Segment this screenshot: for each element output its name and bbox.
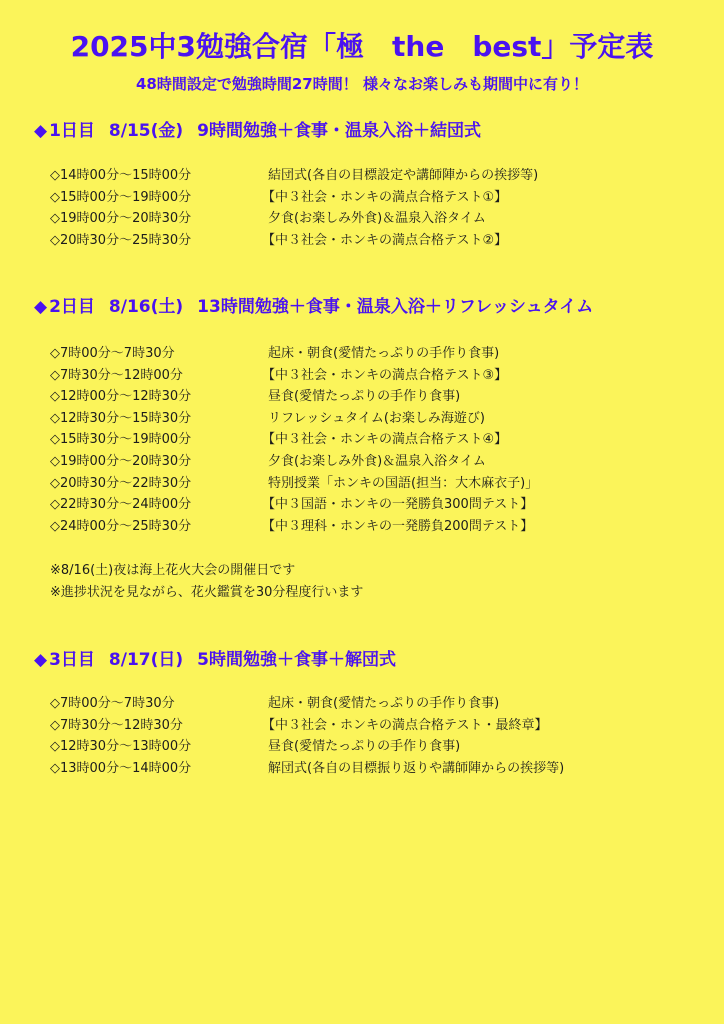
time-slot: ◇15時00分～19時00分: [50, 189, 192, 205]
activity: 【中３社会・ホンキの満点合格テスト④】: [262, 432, 508, 448]
activity: 起床・朝食(愛情たっぷりの手作り食事): [268, 696, 500, 711]
schedule-row: [50, 343, 690, 365]
activity: 昼食(愛情たっぷりの手作り食事): [268, 389, 461, 405]
schedule-row: [50, 208, 690, 230]
note-text: ※進捗状況を見ながら、花火鑑賞を30分程度行います: [50, 585, 364, 600]
activity: 【中３国語・ホンキの一発勝負300問テスト】: [262, 497, 534, 513]
time-slot: ◇12時00分～12時30分: [50, 389, 192, 405]
time-slot: ◇20時30分～25時30分: [50, 232, 192, 248]
time-slot: ◇7時00分～7時30分: [50, 346, 175, 361]
activity: 解団式(各自の目標振り返りや講師陣からの挨拶等): [268, 760, 565, 776]
schedule-row: [50, 451, 690, 473]
schedule-row: [50, 715, 690, 737]
time-slot: ◇7時00分～7時30分: [50, 696, 175, 711]
activity: 起床・朝食(愛情たっぷりの手作り食事): [268, 346, 500, 361]
day-summary: 13時間勉強＋食事・温泉入浴＋リフレッシュタイム: [197, 297, 594, 317]
activity: 【中３社会・ホンキの満点合格テスト②】: [262, 232, 508, 248]
activity: 【中３社会・ホンキの満点合格テスト・最終章】: [262, 717, 548, 733]
note-text: ※8/16(土)夜は海上花火大会の開催日です: [50, 563, 296, 578]
day-date: 8/16(土): [108, 297, 184, 317]
activity: 昼食(愛情たっぷりの手作り食事): [268, 739, 461, 755]
day-3-heading: [34, 649, 396, 671]
day-1-heading: [34, 120, 481, 142]
time-slot: ◇12時30分～13時00分: [50, 739, 192, 755]
schedule-row: [50, 408, 690, 430]
schedule-row: [50, 230, 690, 252]
day-2-notes: [50, 560, 363, 604]
day-label: 1日目: [49, 121, 95, 141]
activity: 【中３理科・ホンキの一発勝負200問テスト】: [262, 518, 534, 534]
day-1-schedule: [50, 165, 690, 251]
schedule-row: [50, 494, 690, 516]
activity: 【中３社会・ホンキの満点合格テスト③】: [262, 367, 508, 383]
time-slot: ◇15時30分～19時00分: [50, 432, 192, 448]
time-slot: ◇19時00分～20時30分: [50, 453, 192, 469]
diamond-icon: ◆: [34, 121, 48, 141]
schedule-row: [50, 165, 690, 187]
schedule-row: [50, 429, 690, 451]
page-subtitle: 48時間設定で勉強時間27時間！ 様々なお楽しみも期間中に有り！: [136, 75, 588, 93]
schedule-row: [50, 386, 690, 408]
day-label: 3日目: [49, 650, 95, 670]
day-label: 2日目: [49, 297, 95, 317]
time-slot: ◇20時30分～22時30分: [50, 475, 192, 491]
schedule-row: [50, 758, 690, 780]
time-slot: ◇19時00分～20時30分: [50, 211, 192, 227]
day-2-schedule: [50, 343, 690, 537]
day-summary: 9時間勉強＋食事・温泉入浴＋結団式: [197, 121, 481, 141]
schedule-row: [50, 365, 690, 387]
activity: 特別授業「ホンキの国語(担当：大木麻衣子)」: [268, 475, 539, 491]
day-2-heading: [34, 296, 593, 318]
schedule-row: [50, 736, 690, 758]
time-slot: ◇7時30分～12時30分: [50, 717, 183, 733]
activity: 夕食(お楽しみ外食)＆温泉入浴タイム: [268, 453, 486, 469]
schedule-row: [50, 187, 690, 209]
schedule-row: [50, 516, 690, 538]
day-date: 8/15(金): [108, 121, 184, 141]
activity: リフレッシュタイム(お楽しみ海遊び): [268, 410, 485, 426]
diamond-icon: ◆: [34, 297, 48, 317]
diamond-icon: ◆: [34, 650, 48, 670]
activity: 【中３社会・ホンキの満点合格テスト①】: [262, 189, 508, 205]
schedule-row: [50, 693, 690, 715]
activity: 夕食(お楽しみ外食)＆温泉入浴タイム: [268, 211, 486, 227]
page-title: 2025中3勉強合宿「極 the best」予定表: [70, 30, 654, 63]
time-slot: ◇7時30分～12時00分: [50, 367, 183, 383]
time-slot: ◇12時30分～15時30分: [50, 410, 192, 426]
time-slot: ◇24時00分～25時30分: [50, 518, 192, 534]
time-slot: ◇14時00分～15時00分: [50, 168, 192, 183]
activity: 結団式(各自の目標設定や講師陣からの挨拶等): [268, 168, 539, 183]
time-slot: ◇22時30分～24時00分: [50, 497, 192, 513]
day-summary: 5時間勉強＋食事＋解団式: [197, 650, 396, 670]
time-slot: ◇13時00分～14時00分: [50, 760, 192, 776]
day-3-schedule: [50, 693, 690, 779]
day-date: 8/17(日): [108, 650, 184, 670]
schedule-row: [50, 473, 690, 495]
